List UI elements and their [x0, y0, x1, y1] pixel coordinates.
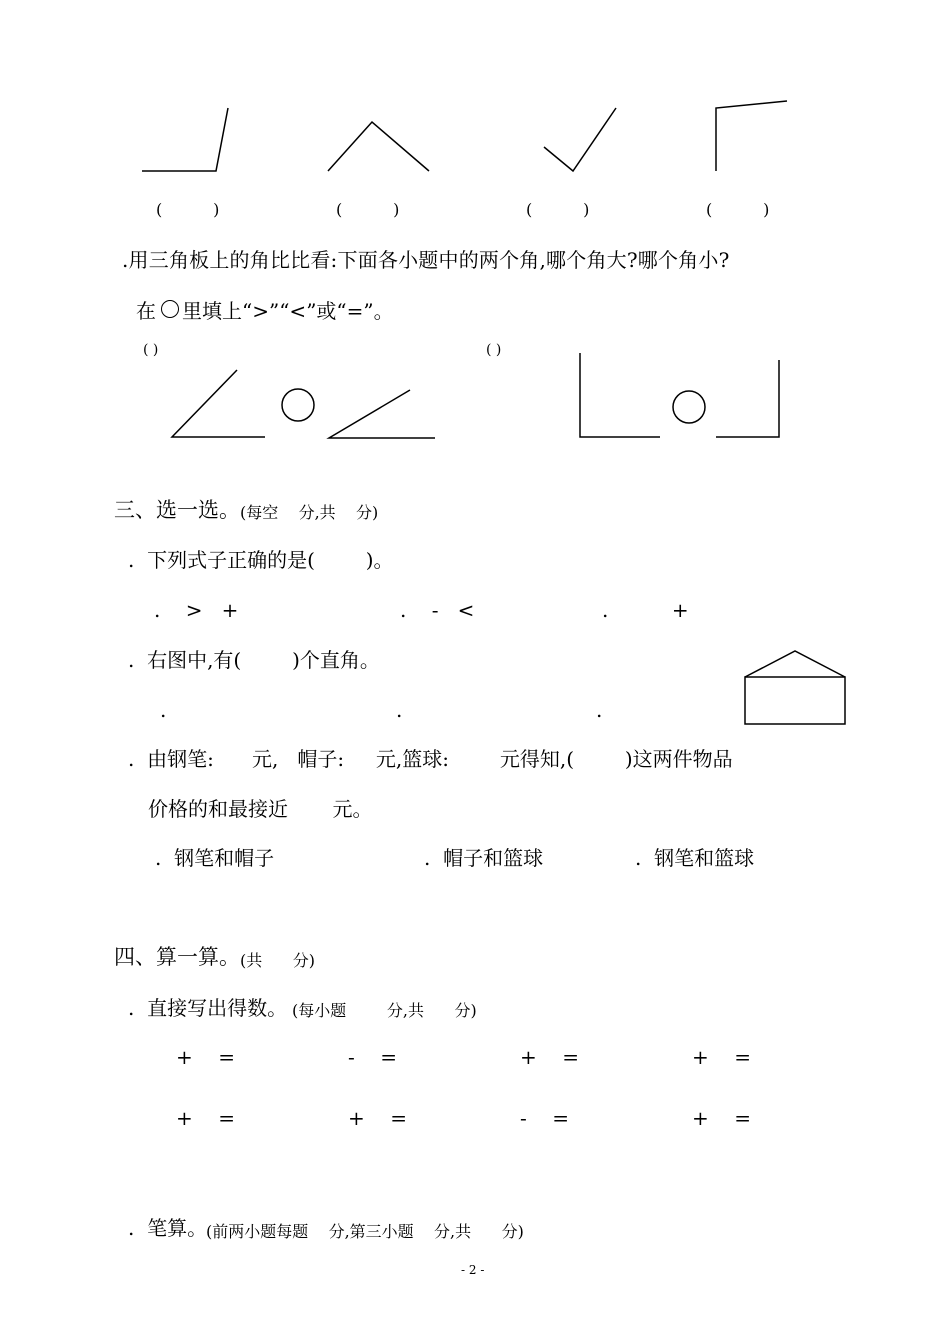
- s3-q3-option-c[interactable]: . 钢笔和篮球: [635, 846, 755, 870]
- s3-q2-option-c[interactable]: .: [596, 698, 603, 722]
- calc-r2-c3[interactable]: - =: [520, 1106, 569, 1130]
- section3-note: (每空 分,共 分): [240, 503, 379, 522]
- s3-q3-option-b[interactable]: . 帽子和篮球: [424, 846, 544, 870]
- angle-figure-obtuse-right: [142, 108, 228, 171]
- s3-q1-option-a[interactable]: . > +: [154, 598, 239, 622]
- s4-q2-text: . 笔算。: [128, 1216, 208, 1240]
- angle-figure-corner: [716, 101, 787, 171]
- angle-figure-peak: [328, 122, 429, 171]
- s4-q1-note: (每小题 分,共 分): [292, 1001, 477, 1020]
- s3-q1-text: . 下列式子正确的是( )。: [128, 548, 394, 572]
- compare-instruction-line2-start: 在: [136, 299, 156, 323]
- calc-r1-c3[interactable]: + =: [520, 1045, 579, 1069]
- s3-q1-option-b[interactable]: . - <: [400, 598, 475, 622]
- compare-instruction-line2-end: 里填上“>”“<”或“=”。: [182, 299, 394, 323]
- page-number: - 2 -: [461, 1263, 485, 1277]
- house-figure: [745, 651, 845, 724]
- s4-q2-note: (前两小题每题 分,第三小题 分,共 分): [206, 1222, 524, 1241]
- compare-angle-right-b: [716, 360, 779, 437]
- calc-r1-c2[interactable]: - =: [348, 1045, 397, 1069]
- calc-r2-c4[interactable]: + =: [692, 1106, 751, 1130]
- compare-angle-right-a: [580, 353, 660, 437]
- compare-circle-right: [673, 391, 705, 423]
- calc-r2-c1[interactable]: + =: [176, 1106, 235, 1130]
- angle-answer-bracket-2[interactable]: ( ): [336, 200, 400, 219]
- angle-answer-bracket-4[interactable]: ( ): [706, 200, 770, 219]
- s3-q3-option-a[interactable]: . 钢笔和帽子: [155, 846, 275, 870]
- s3-q2-option-b[interactable]: .: [396, 698, 403, 722]
- s3-q3-text-line1: . 由钢笔: 元, 帽子: 元,篮球: 元得知,( )这两件物品: [128, 747, 733, 771]
- circle-icon: [161, 300, 179, 318]
- s3-q2-option-a[interactable]: .: [160, 698, 167, 722]
- compare-angle-left-b: [329, 390, 435, 438]
- calc-r2-c2[interactable]: + =: [348, 1106, 407, 1130]
- compare-instruction-line1: .用三角板上的角比比看:下面各小题中的两个角,哪个角大?哪个角小?: [122, 248, 730, 272]
- section4-note: (共 分): [240, 951, 316, 970]
- compare-sub-bracket-left[interactable]: ( ): [143, 342, 159, 358]
- calc-r1-c4[interactable]: + =: [692, 1045, 751, 1069]
- s3-q1-option-c[interactable]: . +: [602, 598, 689, 622]
- compare-sub-bracket-right[interactable]: ( ): [486, 342, 502, 358]
- s3-q3-text-line2: 价格的和最接近 元。: [148, 797, 373, 821]
- angle-figure-check: [544, 108, 616, 171]
- compare-angle-left-a: [172, 370, 265, 437]
- angle-answer-bracket-3[interactable]: ( ): [526, 200, 590, 219]
- s3-q2-text: . 右图中,有( )个直角。: [128, 648, 380, 672]
- angle-answer-bracket-1[interactable]: ( ): [156, 200, 220, 219]
- section4-heading: 四、算一算。: [114, 945, 240, 969]
- section3-heading: 三、选一选。: [114, 498, 240, 522]
- compare-circle-left: [282, 389, 314, 421]
- calc-r1-c1[interactable]: + =: [176, 1045, 235, 1069]
- s4-q1-text: . 直接写出得数。: [128, 996, 288, 1020]
